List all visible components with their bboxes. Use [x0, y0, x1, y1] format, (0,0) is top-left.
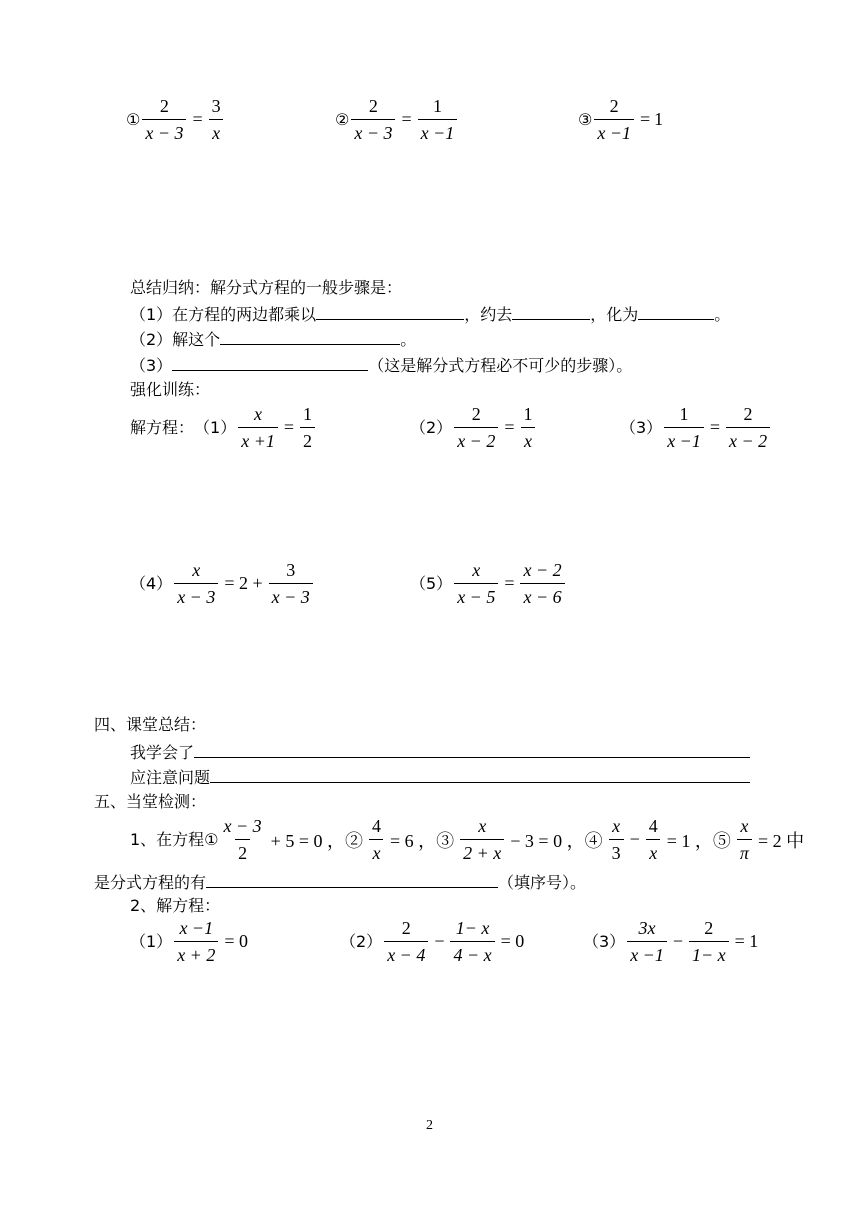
minus-operator: − — [629, 829, 640, 849]
denominator: x −1 — [627, 941, 667, 965]
summary-step-1 — [130, 303, 730, 325]
denominator: 3 — [609, 839, 624, 863]
q1-eq5-rest: = 2 中 — [757, 830, 805, 851]
numerator: 1− x — [455, 918, 490, 938]
fraction — [646, 816, 661, 863]
denominator: x − 6 — [520, 583, 564, 607]
q1-line2-text-a: 是分式方程的有 — [94, 873, 207, 892]
section5-heading: 五、当堂检测： — [94, 792, 207, 811]
numerator: 3 — [286, 560, 296, 580]
q1-eq1-rest: + 5 = 0 ，② — [270, 830, 363, 851]
fill-blank[interactable] — [638, 303, 714, 320]
denominator: 2 — [235, 839, 250, 863]
minus-operator: − — [434, 931, 445, 951]
numerator: 2 — [368, 96, 378, 116]
fraction — [450, 918, 494, 965]
practice-label-2: （2） — [410, 417, 453, 437]
practice-equation-3 — [620, 404, 772, 451]
rhs-value: 1 — [654, 109, 664, 129]
numerator: 1 — [432, 96, 442, 116]
attention-label: 应注意问题 — [130, 768, 211, 787]
practice-equation-2 — [410, 404, 537, 451]
denominator: x — [521, 427, 535, 451]
numerator: 2 — [743, 404, 753, 424]
example-equation-2 — [335, 96, 459, 143]
fraction — [174, 918, 218, 965]
fraction — [520, 560, 564, 607]
fraction — [300, 404, 315, 451]
fraction — [460, 816, 504, 863]
q1-eq4-rest: = 1 ，⑤ — [666, 830, 731, 851]
fraction — [594, 96, 634, 143]
denominator: x − 2 — [726, 427, 770, 451]
fill-blank[interactable] — [172, 354, 368, 371]
denominator: x − 3 — [351, 119, 395, 143]
practice-label-5: （5） — [410, 573, 453, 593]
fraction — [351, 96, 395, 143]
denominator: x — [646, 839, 660, 863]
numerator: x − 2 — [523, 560, 562, 580]
fill-blank[interactable] — [210, 766, 750, 783]
denominator: 2 + x — [460, 839, 504, 863]
numerator: x — [612, 816, 621, 836]
example-equation-3 — [578, 96, 663, 143]
step1-text-b: ，约去 — [464, 305, 513, 324]
step2-text-a: （2）解这个 — [130, 330, 221, 349]
numerator: x — [472, 560, 481, 580]
step1-text-d: 。 — [714, 305, 731, 324]
fraction — [609, 816, 624, 863]
practice-label-4: （4） — [130, 573, 173, 593]
question-2-heading: 2、解方程： — [130, 896, 221, 915]
fraction — [737, 816, 752, 863]
fraction — [726, 404, 770, 451]
equation-rest: = 0 — [500, 931, 525, 951]
operator: = 2 + — [224, 573, 263, 593]
denominator: 2 — [300, 427, 315, 451]
test-label-1: （1） — [130, 931, 173, 951]
learned-label: 我学会了 — [130, 743, 195, 762]
numerator: 1 — [679, 404, 689, 424]
operator: = — [401, 109, 412, 129]
summary-step-2 — [130, 328, 416, 350]
fraction — [174, 560, 218, 607]
operator: = — [283, 417, 294, 437]
denominator: x − 3 — [142, 119, 186, 143]
fraction — [454, 560, 498, 607]
numerator: x — [192, 560, 201, 580]
denominator: x − 3 — [174, 583, 218, 607]
fraction — [142, 96, 186, 143]
denominator: x −1 — [664, 427, 704, 451]
fraction — [664, 404, 704, 451]
numerator: 4 — [648, 816, 658, 836]
denominator: x + 2 — [174, 941, 218, 965]
practice-equation-1 — [130, 404, 317, 451]
test-equation-2 — [340, 918, 528, 965]
numerator: 2 — [401, 918, 411, 938]
numerator: x — [478, 816, 487, 836]
practice-heading: 强化训练： — [130, 380, 211, 399]
numerator: 1 — [523, 404, 533, 424]
fraction — [209, 96, 224, 143]
numerator: 2 — [609, 96, 619, 116]
practice-equation-5 — [410, 560, 567, 607]
fraction — [238, 404, 278, 451]
section4-attention — [130, 766, 750, 788]
fraction — [221, 816, 265, 863]
example-equation-1 — [126, 96, 226, 143]
test-label-2: （2） — [340, 931, 383, 951]
numerator: x — [254, 404, 263, 424]
summary-step-3 — [130, 354, 632, 376]
denominator: x −1 — [418, 119, 458, 143]
step2-text-b: 。 — [400, 330, 417, 349]
fill-blank[interactable] — [316, 303, 464, 320]
q1-eq3-rest: − 3 = 0 ，④ — [510, 830, 603, 851]
equation-rest: = 1 — [734, 931, 759, 951]
operator: = — [709, 417, 720, 437]
step1-text-a: （1）在方程的两边都乘以 — [130, 305, 317, 324]
q1-line2-text-b: （填序号）。 — [498, 873, 587, 892]
section4-heading: 四、课堂总结： — [94, 715, 207, 734]
circled-number-2: ② — [335, 110, 350, 129]
numerator: x − 3 — [223, 816, 262, 836]
fraction — [454, 404, 498, 451]
test-label-3: （3） — [583, 931, 626, 951]
denominator: x — [209, 119, 223, 143]
practice-equation-4 — [130, 560, 315, 607]
numerator: 4 — [371, 816, 381, 836]
fraction — [627, 918, 667, 965]
fraction — [369, 816, 384, 863]
fraction — [689, 918, 729, 965]
circled-number-1: ① — [126, 110, 141, 129]
denominator: x — [369, 839, 383, 863]
practice-label-3: （3） — [620, 417, 663, 437]
numerator: 3x — [638, 918, 656, 938]
denominator: x − 4 — [384, 941, 428, 965]
fraction — [269, 560, 313, 607]
minus-operator: − — [672, 931, 683, 951]
step1-text-c: ，化为 — [590, 305, 639, 324]
denominator: 4 − x — [450, 941, 494, 965]
page-number: 2 — [426, 1118, 433, 1133]
fraction — [418, 96, 458, 143]
denominator: x − 3 — [269, 583, 313, 607]
q1-eq2-rest: = 6 ，③ — [389, 830, 455, 851]
denominator: 1− x — [689, 941, 729, 965]
fraction — [520, 404, 535, 451]
operator: = — [504, 417, 515, 437]
numerator: 3 — [211, 96, 221, 116]
fill-blank[interactable] — [512, 303, 590, 320]
denominator: π — [737, 839, 752, 863]
question-1-line-2 — [94, 871, 586, 893]
numerator: 1 — [303, 404, 312, 424]
fill-blank[interactable] — [194, 741, 750, 758]
operator: = — [639, 109, 651, 129]
denominator: x − 2 — [454, 427, 498, 451]
step3-text-b: （这是解分式方程必不可少的步骤）。 — [368, 356, 633, 375]
equation-rest: = 0 — [224, 931, 248, 951]
test-equation-3 — [583, 918, 762, 965]
practice-prefix: 解方程： — [130, 417, 195, 437]
denominator: x − 5 — [454, 583, 498, 607]
denominator: x −1 — [594, 119, 634, 143]
numerator: 2 — [159, 96, 169, 116]
circled-number-3: ③ — [578, 110, 593, 129]
numerator: x — [740, 816, 749, 836]
q1-prefix: 1、在方程① — [130, 829, 219, 849]
numerator: 2 — [471, 404, 481, 424]
fraction — [384, 918, 428, 965]
numerator: x −1 — [179, 918, 214, 938]
question-1 — [130, 816, 808, 863]
practice-label-1: （1） — [194, 417, 237, 437]
operator: = — [504, 573, 515, 593]
summary-heading: 总结归纳：解分式方程的一般步骤是： — [130, 278, 403, 297]
step3-text-a: （3） — [130, 356, 173, 375]
test-equation-1 — [130, 918, 252, 965]
fill-blank[interactable] — [220, 328, 400, 345]
fill-blank[interactable] — [206, 871, 498, 888]
operator: = — [192, 109, 203, 129]
denominator: x +1 — [238, 427, 278, 451]
numerator: 2 — [704, 918, 714, 938]
section4-learned — [130, 741, 750, 763]
